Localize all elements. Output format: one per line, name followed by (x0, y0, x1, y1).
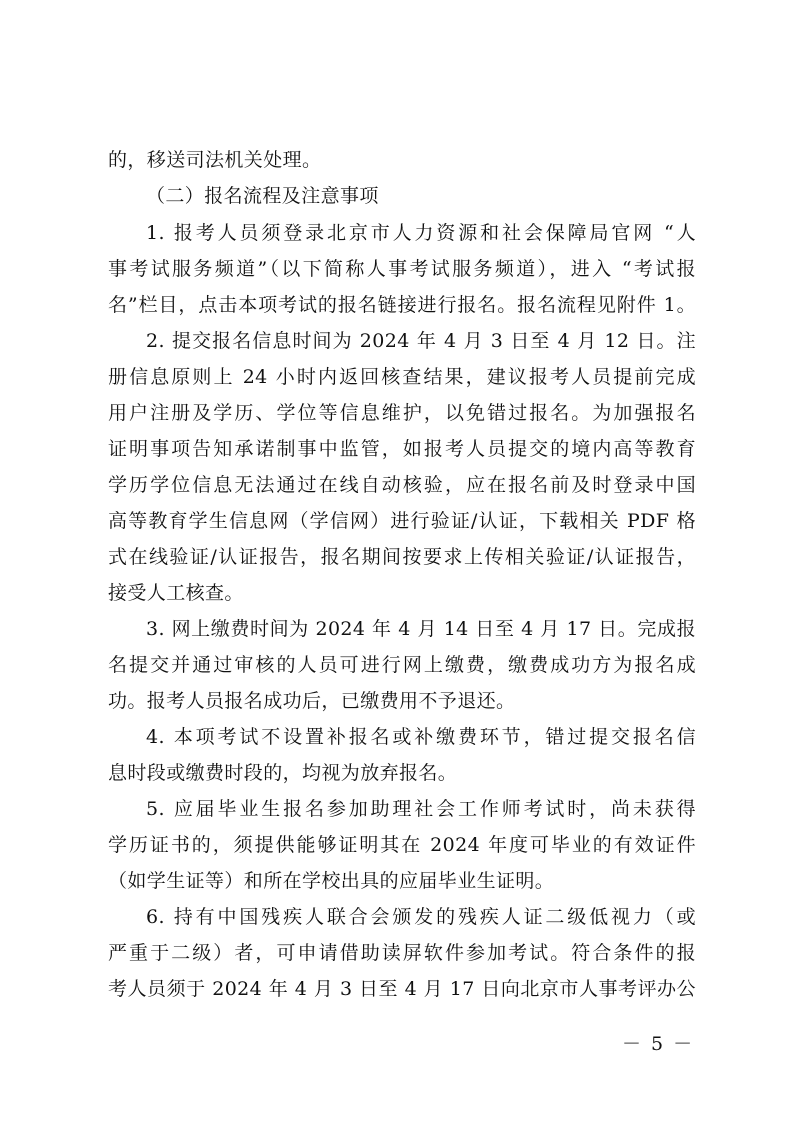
text-line: 高等教育学生信息网（学信网）进行验证/认证，下载相关 PDF 格 (108, 510, 696, 532)
text-line: 1. 报考人员须登录北京市人力资源和社会保障局官网 “人 (146, 222, 696, 244)
text-line: 证明事项告知承诺制事中监管，如报考人员提交的境内高等教育 (108, 438, 696, 460)
text-line: 册信息原则上 24 小时内返回核查结果，建议报考人员提前完成 (108, 366, 696, 388)
text-line: 式在线验证/认证报告，报名期间按要求上传相关验证/认证报告， (108, 546, 696, 568)
text-line: 2. 提交报名信息时间为 2024 年 4 月 3 日至 4 月 12 日。注 (146, 330, 696, 352)
section-heading: （二）报名流程及注意事项 (146, 185, 379, 207)
text-line: 事考试服务频道”（以下简称人事考试服务频道），进入 “考试报 (108, 258, 696, 280)
page-number: － 5 － (622, 1033, 695, 1055)
text-line: 名”栏目，点击本项考试的报名链接进行报名。报名流程见附件 1。 (108, 294, 696, 316)
text-line: 功。报考人员报名成功后，已缴费用不予退还。 (108, 690, 516, 712)
text-line: 考人员须于 2024 年 4 月 3 日至 4 月 17 日向北京市人事考评办公 (108, 978, 696, 1000)
text-line: 6. 持有中国残疾人联合会颁发的残疾人证二级低视力（或 (146, 906, 696, 928)
text-line: 名提交并通过审核的人员可进行网上缴费，缴费成功方为报名成 (108, 654, 696, 676)
text-line: 学历证书的，须提供能够证明其在 2024 年度可毕业的有效证件 (108, 834, 696, 856)
text-line: 息时段或缴费时段的，均视为放弃报名。 (108, 762, 458, 784)
text-line: 的，移送司法机关处理。 (108, 149, 322, 171)
text-line: 4. 本项考试不设置补报名或补缴费环节，错过提交报名信 (146, 726, 696, 748)
text-line: （如学生证等）和所在学校出具的应届毕业生证明。 (108, 870, 555, 892)
text-line: 接受人工核查。 (108, 582, 244, 604)
text-line: 5. 应届毕业生报名参加助理社会工作师考试时，尚未获得 (146, 798, 696, 820)
text-line: 学历学位信息无法通过在线自动核验，应在报名前及时登录中国 (108, 474, 696, 496)
text-line: 严重于二级）者，可申请借助读屏软件参加考试。符合条件的报 (108, 942, 696, 964)
text-line: 用户注册及学历、学位等信息维护，以免错过报名。为加强报名 (108, 402, 696, 424)
text-line: 3. 网上缴费时间为 2024 年 4 月 14 日至 4 月 17 日。完成报 (146, 618, 696, 640)
